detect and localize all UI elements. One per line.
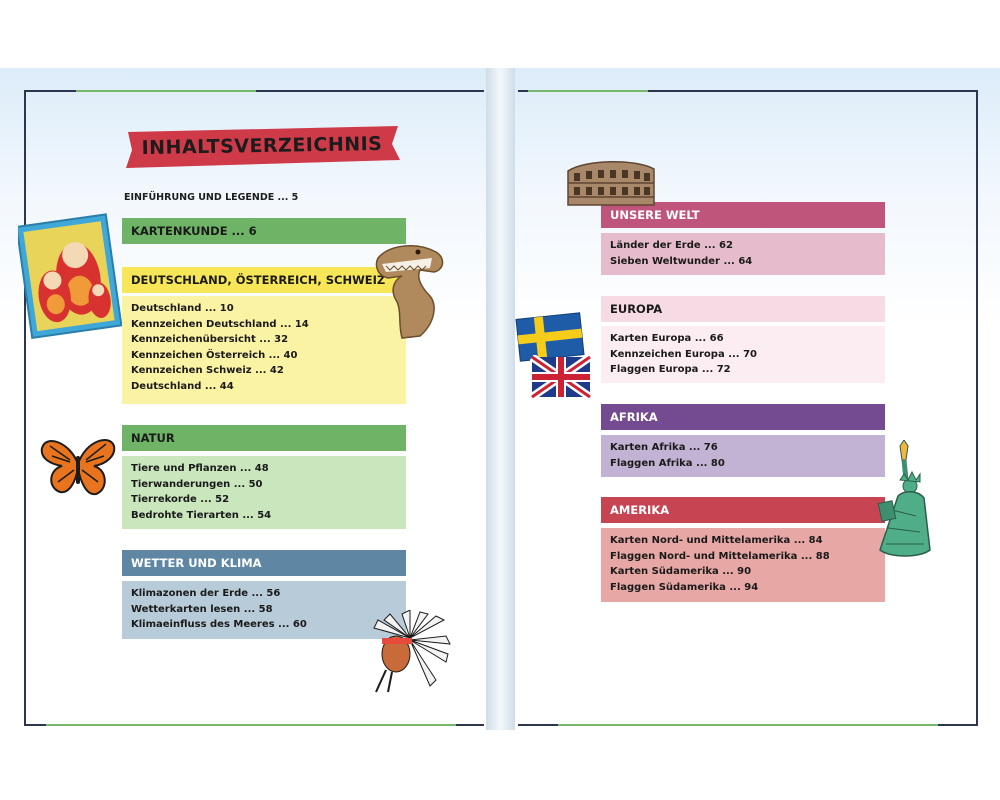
toc-entry[interactable]: Flaggen Nord- und Mittelamerika ... 88 [610,550,830,562]
section-title: EUROPA [610,302,663,316]
section-title: KARTENKUNDE ... 6 [131,224,257,238]
toc-entry[interactable]: Karten Afrika ... 76 [610,442,718,453]
toc-entry[interactable]: Kennzeichen Schweiz ... 42 [131,365,284,376]
section-title: AFRIKA [610,410,658,424]
colosseum-icon [566,155,656,211]
toc-entry[interactable]: Bedrohte Tierarten ... 54 [131,509,272,521]
statue-of-liberty-icon [870,440,942,564]
toc-entry[interactable]: Klimazonen der Erde ... 56 [131,588,281,599]
section-afrika-header[interactable] [601,404,885,430]
toc-entry[interactable]: Kennzeichenübersicht ... 32 [131,334,289,345]
toc-entry[interactable]: Deutschland ... 10 [131,303,234,314]
toc-entry[interactable]: Kennzeichen Europa ... 70 [610,348,757,360]
toc-entry[interactable]: Flaggen Afrika ... 80 [610,457,725,469]
section-natur-body [122,456,406,529]
toc-entry[interactable]: Karten Nord- und Mittelamerika ... 84 [610,535,823,546]
section-dach-body [122,296,406,404]
toc-entry[interactable]: Tiere und Pflanzen ... 48 [131,463,269,474]
toc-entry[interactable]: Wetterkarten lesen ... 58 [131,603,273,615]
section-natur-header[interactable] [122,425,406,451]
section-europa-body [601,326,885,383]
toc-entry[interactable]: Tierrekorde ... 52 [131,494,230,505]
section-kartenkunde[interactable] [122,218,406,244]
section-afrika-body [601,435,885,477]
section-amerika-body [601,528,885,602]
toc-entry[interactable]: Kennzeichen Deutschland ... 14 [131,318,309,330]
toc-intro: EINFÜHRUNG UND LEGENDE ... 5 [124,192,299,203]
toc-entry[interactable]: Flaggen Europa ... 72 [610,364,731,375]
section-europa-header[interactable] [601,296,885,322]
section-unsere-welt-body [601,233,885,275]
section-amerika-header[interactable] [601,497,885,523]
toc-entry[interactable]: Karten Südamerika ... 90 [610,566,752,577]
section-title: UNSERE WELT [610,208,700,222]
section-title: AMERIKA [610,503,670,517]
toc-entry[interactable]: Flaggen Südamerika ... 94 [610,581,759,593]
toc-entry[interactable]: Länder der Erde ... 62 [610,240,733,251]
native-headdress-icon [366,610,454,698]
toc-entry[interactable]: Karten Europa ... 66 [610,333,724,344]
section-title: NATUR [131,431,175,445]
section-dach-header[interactable] [122,267,406,293]
section-wetter-body [122,581,406,639]
toc-title: INHALTSVERZEICHNIS [141,132,383,160]
toc-entry[interactable]: Tierwanderungen ... 50 [131,478,263,490]
toc-entry[interactable]: Deutschland ... 44 [131,380,234,392]
dinosaur-icon [372,240,452,344]
butterfly-icon [40,432,116,502]
toc-entry[interactable]: Klimaeinfluss des Meeres ... 60 [131,619,307,630]
toc-entry[interactable]: Kennzeichen Österreich ... 40 [131,349,298,361]
section-title: DEUTSCHLAND, ÖSTERREICH, SCHWEIZ [131,273,386,287]
book-gutter [486,68,515,730]
section-title: WETTER UND KLIMA [131,556,262,570]
matryoshka-icon [18,212,122,344]
section-wetter-header[interactable] [122,550,406,576]
uk-flag-icon [530,355,592,403]
toc-title-banner [124,124,400,168]
toc-entry[interactable]: Sieben Weltwunder ... 64 [610,255,753,267]
